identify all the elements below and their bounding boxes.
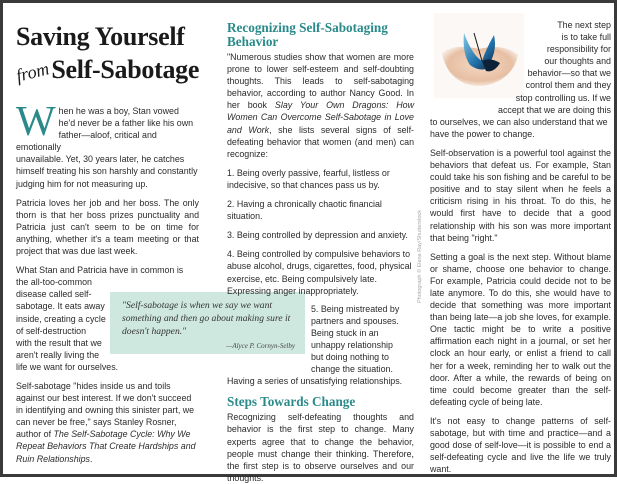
text-line: control them and they: [525, 80, 611, 91]
text-span: .: [90, 453, 93, 464]
text-line: but doing nothing to: [311, 352, 389, 363]
title-line-2: Self-Sabotage: [51, 55, 200, 84]
text-line: The next step: [557, 20, 611, 30]
paragraph: It's not easy to change patterns of self-sabotage, but with time and practice—and a good dose of self-love—it is possible to end a self-defeating cycle and live the life we truly want.: [430, 415, 611, 475]
text-line: behavior—so that we: [527, 68, 611, 79]
paragraph: Patricia loves her job and her boss. The only thorn is that her boss prizes punctuality and Patricia just can't seem to be on time for anything, whether it's a team meeting or that project that was due last week.: [16, 197, 199, 257]
paragraph: [227, 51, 414, 160]
list-item: 4. Being controlled by compulsive behaviors to abuse alcohol, drugs, cigarettes, food, physical exercise, etc. Being compulsively late. Expressing anger inappropriately.: [227, 249, 412, 296]
section-heading: Recognizing Self-Sabotaging Behavior: [227, 20, 388, 49]
paragraph-wrapped: [430, 19, 611, 116]
list-item: 2. Having a chronically chaotic financial situation.: [227, 199, 382, 222]
text-line: hen he was a boy, Stan vowed: [58, 106, 179, 116]
text-line: 5. Being mistreated by: [311, 303, 400, 314]
text-line: partners and spouses.: [311, 315, 399, 326]
paragraph: to ourselves, we can also understand that we have the power to change.: [430, 116, 608, 139]
text-span: , she lists several signs of self-defeating behavior that women (and men) can recognize:: [227, 124, 414, 159]
text-span: "Numerous studies show that women are more prone to lower self-esteem and self-doubting thoughts. This leads to self-sabotaging behavior, according to author Nancy Good. In her book: [227, 52, 414, 111]
text-line: responsibility for: [546, 44, 611, 55]
title-from: from: [13, 58, 52, 86]
text-line: change the situation.: [311, 364, 393, 375]
quote-attribution: —Alyce P. Cornyn-Selby: [226, 342, 295, 350]
text-line: stop controlling us. If we: [515, 92, 611, 103]
text-line: inside, creating a cycle: [16, 313, 106, 324]
book-title: Slay Your Own Dragons: How Women Can Overcome Self-Sabotage in Love and Work: [227, 100, 414, 135]
text-line: accept that we are doing this: [498, 104, 611, 115]
text-line: of self-destruction: [16, 325, 87, 336]
book-title: The Self-Sabotage Cycle: Why We Repeat Behaviors That Create Hardships and Ruin Relationships: [16, 429, 196, 464]
drop-cap: W: [16, 99, 56, 145]
text-line: life we want for ourselves.: [16, 361, 119, 372]
paragraph: Self-observation is a powerful tool against the behaviors that defeat us. For example, Stan could take his son fishing and be careful to be positive and to stay silent when he feels a criticism rising in his throat. To do this, he would first have to decide that a good relationship with his son was more important that being "right.": [430, 147, 611, 243]
section-heading: Steps Towards Change: [227, 394, 356, 410]
list-item: 1. Being overly passive, fearful, listless or indecisive, so that chances pass us by.: [227, 167, 390, 190]
paragraph: Recognizing self-defeating thoughts and behavior is the first step to change. Many experts agree that to change the behavior, people must change their thinking. Therefore, the first step is to observe ourselves and our thoughts.: [227, 412, 414, 483]
quote-text: "Self-sabotage is when we say we want something and then go about making sure it doesn't happen.": [122, 300, 291, 337]
column-1: [13, 22, 200, 464]
text-line: he'd never be a father like his own: [58, 118, 194, 129]
intro-paragraph: [16, 99, 199, 190]
text-line: aren't really living the: [16, 349, 100, 360]
text-line: father—aloof, critical and emotionally: [16, 130, 157, 153]
paragraph: unavailable. Yet, 30 years later, he catches himself treating his son harshly and constantly judging him for not measuring up.: [16, 154, 198, 189]
paragraph: Having a series of unsatisfying relationships.: [227, 376, 403, 387]
column-2: [227, 21, 414, 484]
paragraph: Setting a goal is the next step. Without blame or shame, choose one behavior to change. For example, Patricia could decide not to be late anymore. To do this, she would have to decide that something was more important than being late—a job she loves, for example. One tactic might be to write a positive affirmation each night in a journal, or set her clock an hour early, or enlist a friend to call her for a week, reminding her to walk out the door. After a while, the rewards of being on time could become greater than the self-defeating cycle of being late.: [430, 251, 611, 407]
paragraph: [16, 380, 199, 464]
photo-credit: Photograph © Elena Ray/Shutterstock: [417, 209, 423, 303]
text-line: the all-too-common: [16, 277, 92, 288]
article-title: [13, 22, 200, 86]
list-item: 3. Being controlled by depression and anxiety.: [227, 230, 408, 241]
text-line: with the result that we: [16, 337, 102, 348]
text-line: is to take full: [561, 32, 611, 43]
text-line: unhappy relationship: [311, 339, 393, 350]
column-3: [430, 19, 611, 475]
text-line: our thoughts and: [544, 56, 611, 67]
text-line: sabotage. It eats away: [16, 301, 105, 312]
text-line: disease called self-: [16, 289, 92, 300]
text-line: What Stan and Patricia have in common is: [16, 265, 184, 276]
list-item: [227, 303, 414, 376]
title-line-1: Saving Yourself: [16, 22, 185, 51]
text-line: Being stuck in an: [311, 327, 379, 338]
text-span: Self-sabotage "hides inside us and toils against our best interest. If we don't succeed in identifying and owning this sinister part, we can never be free," says Stanley Rosner, author of: [16, 380, 195, 440]
